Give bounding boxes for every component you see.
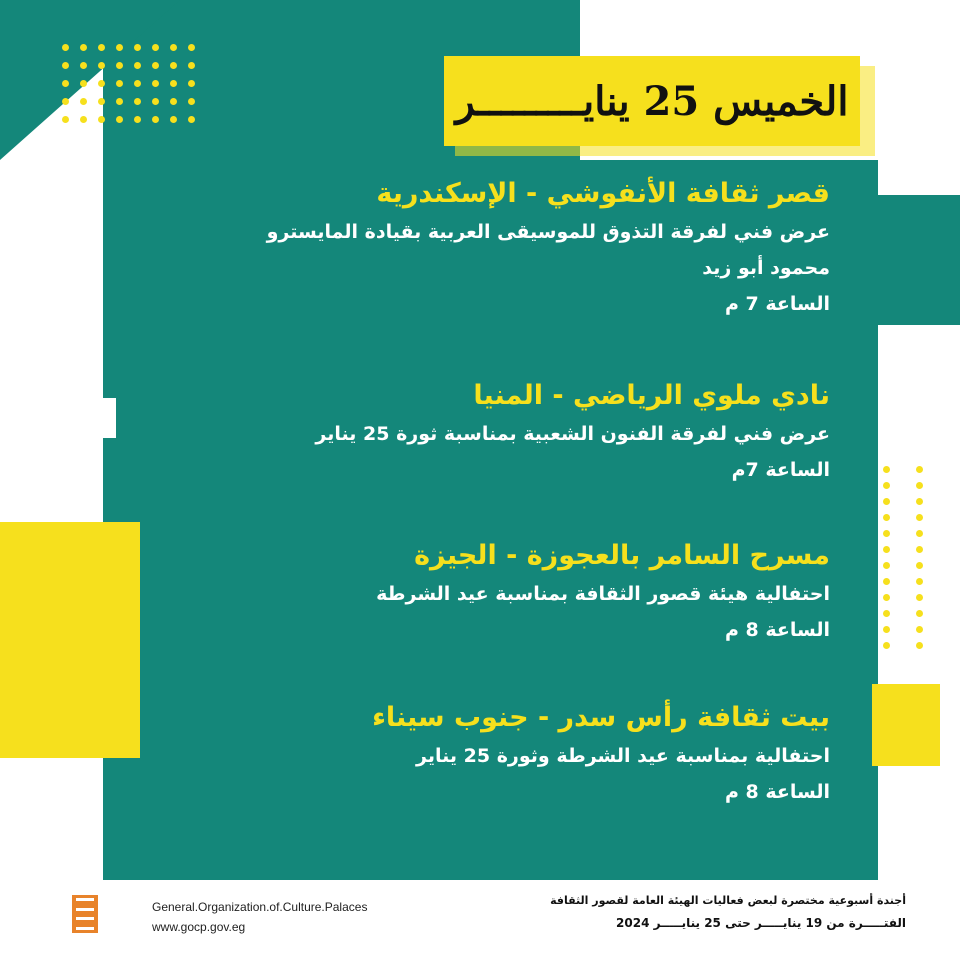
decorative-dot <box>134 80 141 87</box>
decorative-dot <box>916 626 923 633</box>
decorative-dot <box>134 62 141 69</box>
decorative-dot <box>916 594 923 601</box>
decorative-dot <box>170 62 177 69</box>
event-description: عرض فني لفرقة التذوق للموسيقى العربية بقيادة المايسترو <box>266 221 830 243</box>
decorative-dot <box>62 62 69 69</box>
decorative-dot <box>116 80 123 87</box>
event-time: الساعة 7 م <box>724 293 830 315</box>
event-description: محمود أبو زيد <box>702 257 830 279</box>
website-link[interactable]: www.gocp.gov.eg <box>152 920 246 934</box>
event-time: الساعة 7م <box>731 459 830 481</box>
decorative-dot <box>883 466 890 473</box>
decorative-dot <box>152 98 159 105</box>
decorative-dot <box>188 116 195 123</box>
decorative-dot <box>62 44 69 51</box>
decorative-dot <box>916 530 923 537</box>
decorative-dot <box>98 62 105 69</box>
decorative-dot <box>152 116 159 123</box>
decorative-dot-column <box>883 466 890 649</box>
white-side-tab <box>98 398 116 438</box>
decorative-dot <box>916 514 923 521</box>
decorative-dot <box>98 44 105 51</box>
date-title: الخميس 25 ينايـــــــــر <box>455 77 849 125</box>
decorative-dot <box>916 562 923 569</box>
event-venue: بيت ثقافة رأس سدر - جنوب سيناء <box>372 702 830 733</box>
decorative-dot <box>883 514 890 521</box>
decorative-dot <box>883 642 890 649</box>
decorative-dot <box>116 62 123 69</box>
event-item <box>210 536 830 648</box>
event-description: احتفالية هيئة قصور الثقافة بمناسبة عيد الشرطة <box>376 583 830 605</box>
agenda-title: أجندة أسبوعية مختصرة لبعض فعاليات الهيئة العامة لقصور الثقافة <box>550 894 906 907</box>
decorative-dot <box>188 98 195 105</box>
event-item <box>210 376 830 488</box>
decorative-dot <box>80 62 87 69</box>
event-venue: قصر ثقافة الأنفوشي - الإسكندرية <box>376 178 830 209</box>
yellow-accent-block <box>872 684 940 766</box>
decorative-dot <box>152 80 159 87</box>
decorative-dot-grid <box>62 44 195 123</box>
decorative-dot <box>134 116 141 123</box>
event-description: عرض فني لفرقة الفنون الشعبية بمناسبة ثورة 25 يناير <box>315 423 830 445</box>
decorative-dot <box>134 98 141 105</box>
decorative-dot <box>916 482 923 489</box>
decorative-dot <box>883 578 890 585</box>
decorative-dot <box>916 498 923 505</box>
decorative-dot <box>116 98 123 105</box>
decorative-dot <box>116 44 123 51</box>
decorative-dot <box>916 546 923 553</box>
decorative-dot <box>62 116 69 123</box>
decorative-dot <box>170 80 177 87</box>
decorative-dot <box>152 62 159 69</box>
event-venue: نادي ملوي الرياضي - المنيا <box>473 380 830 411</box>
decorative-dot <box>116 116 123 123</box>
decorative-dot <box>916 610 923 617</box>
yellow-side-block <box>0 522 140 758</box>
agenda-period: الفتـــــرة من 19 ينايـــــر حتى 25 ينايـــــر 2024 <box>616 916 906 930</box>
decorative-dot <box>916 578 923 585</box>
decorative-dot <box>80 116 87 123</box>
decorative-dot <box>80 44 87 51</box>
decorative-dot <box>188 44 195 51</box>
decorative-dot <box>916 466 923 473</box>
decorative-dot <box>188 80 195 87</box>
decorative-dot <box>883 610 890 617</box>
decorative-dot <box>883 626 890 633</box>
decorative-dot <box>80 80 87 87</box>
decorative-dot <box>170 116 177 123</box>
decorative-dot <box>916 642 923 649</box>
decorative-dot <box>62 98 69 105</box>
decorative-dot <box>98 116 105 123</box>
decorative-dot <box>170 44 177 51</box>
event-time: الساعة 8 م <box>724 781 830 803</box>
decorative-dot <box>883 546 890 553</box>
decorative-dot <box>188 62 195 69</box>
teal-side-strip <box>878 195 960 325</box>
decorative-dot <box>170 98 177 105</box>
event-time: الساعة 8 م <box>724 619 830 641</box>
decorative-dot <box>883 594 890 601</box>
decorative-dot <box>98 98 105 105</box>
decorative-dot <box>152 44 159 51</box>
decorative-dot-column <box>916 466 923 649</box>
decorative-dot <box>134 44 141 51</box>
gocp-logo-icon <box>72 895 98 933</box>
event-description: احتفالية بمناسبة عيد الشرطة وثورة 25 يناير <box>416 745 830 767</box>
decorative-dot <box>98 80 105 87</box>
event-venue: مسرح السامر بالعجوزة - الجيزة <box>414 540 830 571</box>
event-item <box>210 698 830 810</box>
decorative-dot <box>62 80 69 87</box>
organization-name: General.Organization.of.Culture.Palaces <box>152 900 368 914</box>
date-banner <box>444 56 860 146</box>
decorative-dot <box>883 530 890 537</box>
event-item <box>210 174 830 322</box>
decorative-dot <box>883 562 890 569</box>
decorative-dot <box>80 98 87 105</box>
decorative-dot <box>883 482 890 489</box>
decorative-dot <box>883 498 890 505</box>
